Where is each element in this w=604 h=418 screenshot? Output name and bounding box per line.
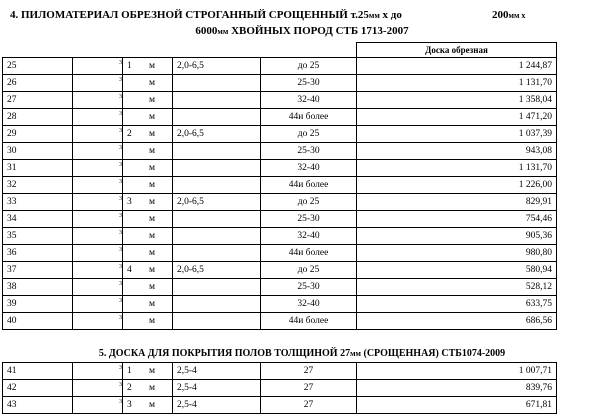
row-unit: $м^3$ — [73, 262, 123, 279]
row-unit: $м^3$ — [73, 160, 123, 177]
row-width: 27 — [261, 380, 357, 397]
row-number: 26 — [3, 75, 73, 92]
row-length — [173, 92, 261, 109]
row-length — [173, 228, 261, 245]
row-unit: $м^3$ — [73, 92, 123, 109]
row-price: 1 037,39 — [357, 126, 557, 143]
row-width: 27 — [261, 397, 357, 414]
table-row — [3, 228, 557, 245]
row-unit: $м^3$ — [73, 58, 123, 75]
table-row — [3, 177, 557, 194]
row-grade: 3 — [123, 194, 173, 211]
row-width: 25-30 — [261, 75, 357, 92]
row-price: 839,76 — [357, 380, 557, 397]
table-row — [3, 262, 557, 279]
row-unit: $м^3$ — [73, 211, 123, 228]
row-unit: $м^3$ — [73, 126, 123, 143]
table-row — [3, 143, 557, 160]
row-width: до 25 — [261, 262, 357, 279]
row-length — [173, 211, 261, 228]
row-price: 1 358,04 — [357, 92, 557, 109]
row-length — [173, 109, 261, 126]
row-width: 44и более — [261, 245, 357, 262]
row-grade — [123, 143, 173, 160]
row-grade — [123, 228, 173, 245]
row-price: 1 244,87 — [357, 58, 557, 75]
table-row — [3, 109, 557, 126]
row-length — [173, 75, 261, 92]
row-unit: $м^3$ — [73, 363, 123, 380]
section4-price-table — [2, 42, 557, 330]
header-price-column: Доска обрезная — [357, 43, 557, 58]
row-number: 27 — [3, 92, 73, 109]
row-number: 43 — [3, 397, 73, 414]
section5-title: 5. ДОСКА ДЛЯ ПОКРЫТИЯ ПОЛОВ ТОЛЩИНОЙ 27мм (СРОЩЕННАЯ) СТБ1074-2009 — [98, 348, 506, 359]
row-grade: 3 — [123, 397, 173, 414]
row-grade — [123, 296, 173, 313]
row-grade — [123, 160, 173, 177]
table-row — [3, 194, 557, 211]
row-number: 30 — [3, 143, 73, 160]
row-unit: $м^3$ — [73, 245, 123, 262]
row-width: 25-30 — [261, 279, 357, 296]
row-length: 2,5-4 — [173, 397, 261, 414]
row-length — [173, 160, 261, 177]
row-price: 580,94 — [357, 262, 557, 279]
section4-title-main: 4. ПИЛОМАТЕРИАЛ ОБРЕЗНОЙ СТРОГАННЫЙ СРОЩЕННЫЙ т.25мм х до — [10, 9, 402, 21]
section5-price-table — [2, 362, 557, 414]
row-price: 1 131,70 — [357, 160, 557, 177]
row-unit: $м^3$ — [73, 380, 123, 397]
table-row — [3, 380, 557, 397]
row-grade — [123, 177, 173, 194]
row-length — [173, 296, 261, 313]
row-length: 2,0-6,5 — [173, 58, 261, 75]
row-length: 2,5-4 — [173, 380, 261, 397]
row-grade: 4 — [123, 262, 173, 279]
row-number: 38 — [3, 279, 73, 296]
row-width: 32-40 — [261, 228, 357, 245]
row-grade — [123, 75, 173, 92]
table-row — [3, 92, 557, 109]
row-unit: $м^3$ — [73, 177, 123, 194]
row-price: 1 131,70 — [357, 75, 557, 92]
row-width: до 25 — [261, 58, 357, 75]
row-price: 528,12 — [357, 279, 557, 296]
row-price: 980,80 — [357, 245, 557, 262]
row-number: 35 — [3, 228, 73, 245]
section4-title-line2: 6000мм ХВОЙНЫХ ПОРОД СТБ 1713-2007 — [195, 25, 409, 37]
row-grade — [123, 92, 173, 109]
row-price: 633,75 — [357, 296, 557, 313]
row-price: 1 471,20 — [357, 109, 557, 126]
row-price: 1 007,71 — [357, 363, 557, 380]
row-width: 27 — [261, 363, 357, 380]
row-unit: $м^3$ — [73, 75, 123, 92]
row-length — [173, 245, 261, 262]
row-number: 39 — [3, 296, 73, 313]
row-price: 943,08 — [357, 143, 557, 160]
section4-header-row — [3, 43, 557, 58]
table-row — [3, 279, 557, 296]
row-length: 2,5-4 — [173, 363, 261, 380]
row-price: 671,81 — [357, 397, 557, 414]
table-row — [3, 160, 557, 177]
row-number: 33 — [3, 194, 73, 211]
row-width: 25-30 — [261, 211, 357, 228]
table-row — [3, 126, 557, 143]
row-number: 34 — [3, 211, 73, 228]
row-grade — [123, 313, 173, 330]
row-grade: 1 — [123, 58, 173, 75]
row-length: 2,0-6,5 — [173, 194, 261, 211]
row-price: 829,91 — [357, 194, 557, 211]
row-width: 44и более — [261, 177, 357, 194]
row-length — [173, 177, 261, 194]
row-number: 29 — [3, 126, 73, 143]
row-number: 32 — [3, 177, 73, 194]
row-unit: $м^3$ — [73, 313, 123, 330]
table-row — [3, 313, 557, 330]
row-price: 754,46 — [357, 211, 557, 228]
row-width: 44и более — [261, 313, 357, 330]
row-unit: $м^3$ — [73, 194, 123, 211]
table-row — [3, 211, 557, 228]
table-row — [3, 245, 557, 262]
table-row — [3, 296, 557, 313]
row-unit: $м^3$ — [73, 279, 123, 296]
row-length — [173, 143, 261, 160]
row-price: 905,36 — [357, 228, 557, 245]
row-grade — [123, 211, 173, 228]
table-row — [3, 58, 557, 75]
row-number: 31 — [3, 160, 73, 177]
row-number: 40 — [3, 313, 73, 330]
table-row — [3, 397, 557, 414]
row-number: 41 — [3, 363, 73, 380]
row-width: 25-30 — [261, 143, 357, 160]
row-price: 686,56 — [357, 313, 557, 330]
row-number: 42 — [3, 380, 73, 397]
row-unit: $м^3$ — [73, 397, 123, 414]
row-length: 2,0-6,5 — [173, 262, 261, 279]
row-unit: $м^3$ — [73, 296, 123, 313]
row-unit: $м^3$ — [73, 109, 123, 126]
row-width: 32-40 — [261, 160, 357, 177]
row-length — [173, 279, 261, 296]
row-unit: $м^3$ — [73, 143, 123, 160]
section4-title-size: 200мм х — [492, 9, 526, 21]
row-grade: 2 — [123, 380, 173, 397]
row-grade: 1 — [123, 363, 173, 380]
table-row — [3, 363, 557, 380]
row-price: 1 226,00 — [357, 177, 557, 194]
row-grade — [123, 245, 173, 262]
row-length — [173, 313, 261, 330]
row-number: 36 — [3, 245, 73, 262]
row-width: до 25 — [261, 126, 357, 143]
row-grade — [123, 279, 173, 296]
row-width: 44и более — [261, 109, 357, 126]
row-length: 2,0-6,5 — [173, 126, 261, 143]
row-grade: 2 — [123, 126, 173, 143]
row-number: 28 — [3, 109, 73, 126]
row-number: 37 — [3, 262, 73, 279]
table-row — [3, 75, 557, 92]
row-width: 32-40 — [261, 92, 357, 109]
row-width: 32-40 — [261, 296, 357, 313]
row-grade — [123, 109, 173, 126]
row-unit: $м^3$ — [73, 228, 123, 245]
row-width: до 25 — [261, 194, 357, 211]
row-number: 25 — [3, 58, 73, 75]
